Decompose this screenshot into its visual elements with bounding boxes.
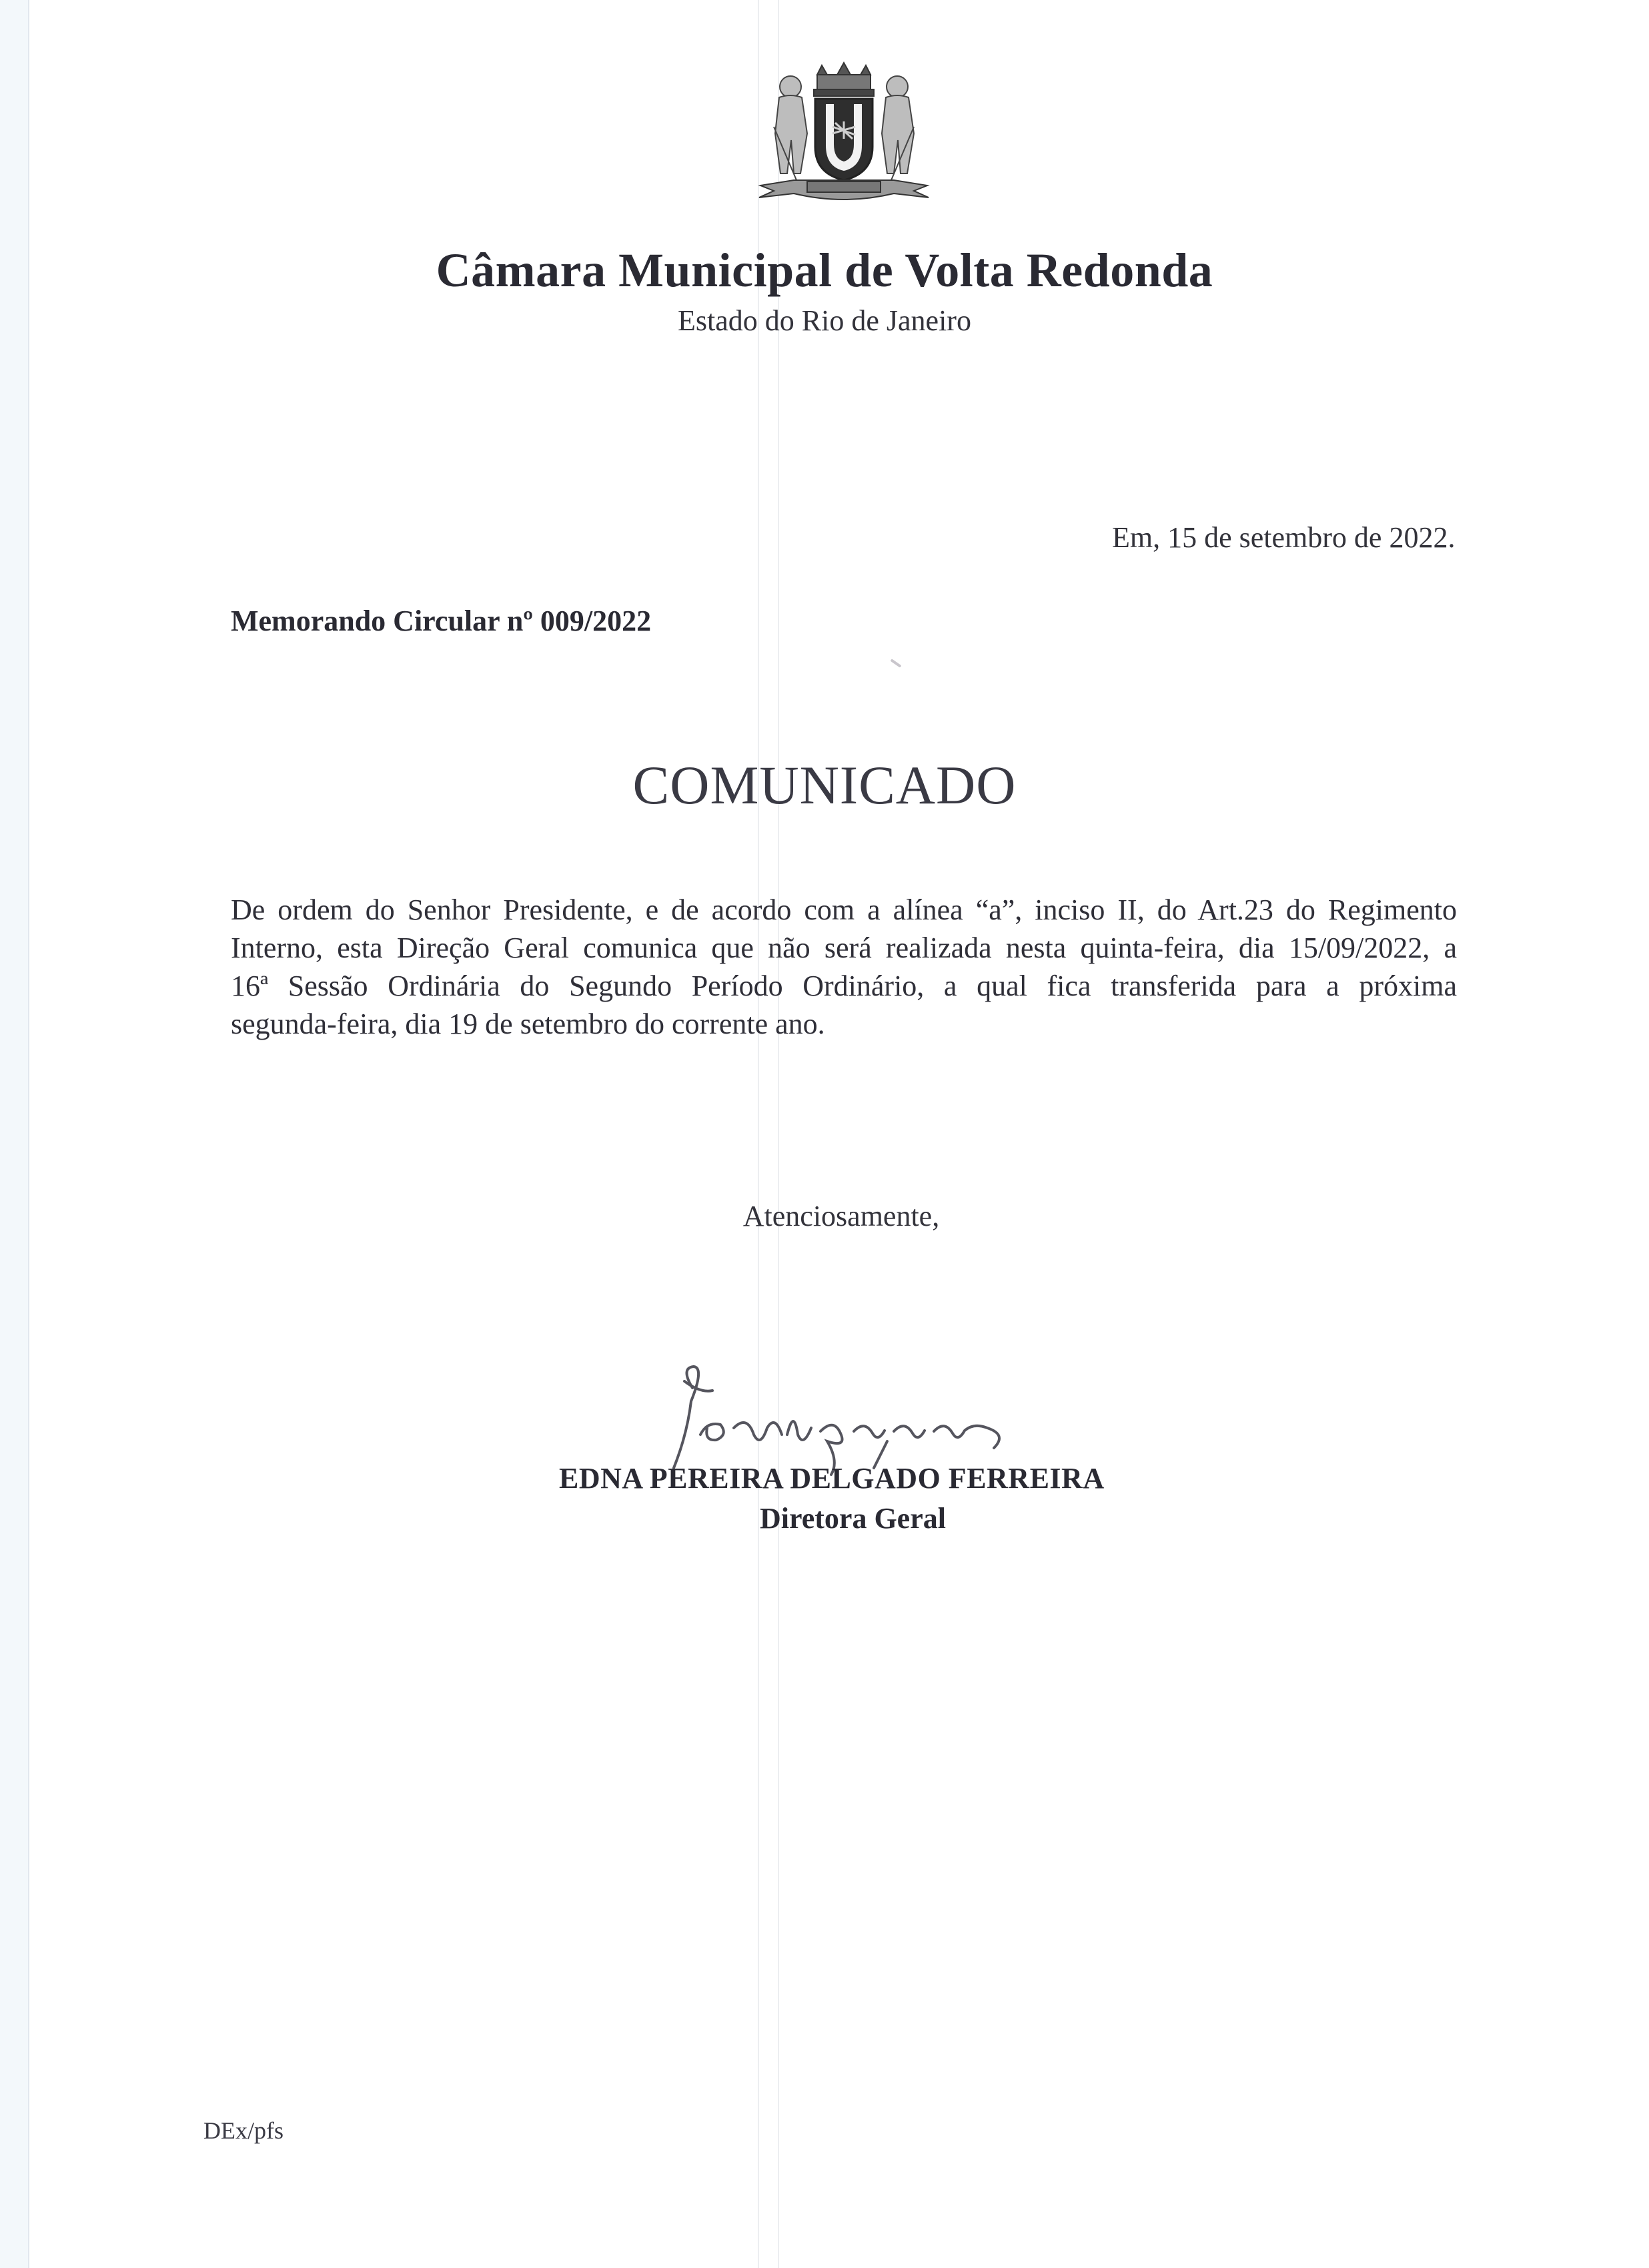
scan-artifact-line [778,0,779,2268]
institution-title: Câmara Municipal de Volta Redonda [436,244,1213,297]
closing-text: Atenciosamente, [742,1200,940,1232]
signatory-role: Diretora Geral [760,1502,946,1535]
municipal-coat-of-arms-icon [754,60,934,207]
body-line: 16ª Sessão Ordinária do Segundo Período Ordinário, a qual fica transferida para a próxima [231,970,1457,1002]
scan-speck [890,659,901,668]
body-line: De ordem do Senhor Presidente, e de acordo com a alínea “a”, inciso II, do Art.23 do Regimento [231,893,1457,926]
closing-salutation [0,1199,1649,1233]
footer-reference: DEx/pfs [203,2117,284,2144]
scan-artifact-line [758,0,759,2268]
body-line: Interno, esta Direção Geral comunica que não será realizada nesta quinta-feira, dia 15/09/2022, a [231,931,1457,964]
scan-left-edge [0,0,29,2268]
body-line: segunda-feira, dia 19 de setembro do corrente ano. [231,1008,825,1040]
body-paragraph [231,891,1457,1043]
document-date: Em, 15 de setembro de 2022. [1112,521,1456,554]
signatory-name: EDNA PEREIRA DELGADO FERREIRA [559,1462,1105,1495]
document-title: COMUNICADO [632,755,1017,815]
memo-reference: Memorando Circular nº 009/2022 [231,605,652,637]
institution-subtitle: Estado do Rio de Janeiro [678,304,971,337]
